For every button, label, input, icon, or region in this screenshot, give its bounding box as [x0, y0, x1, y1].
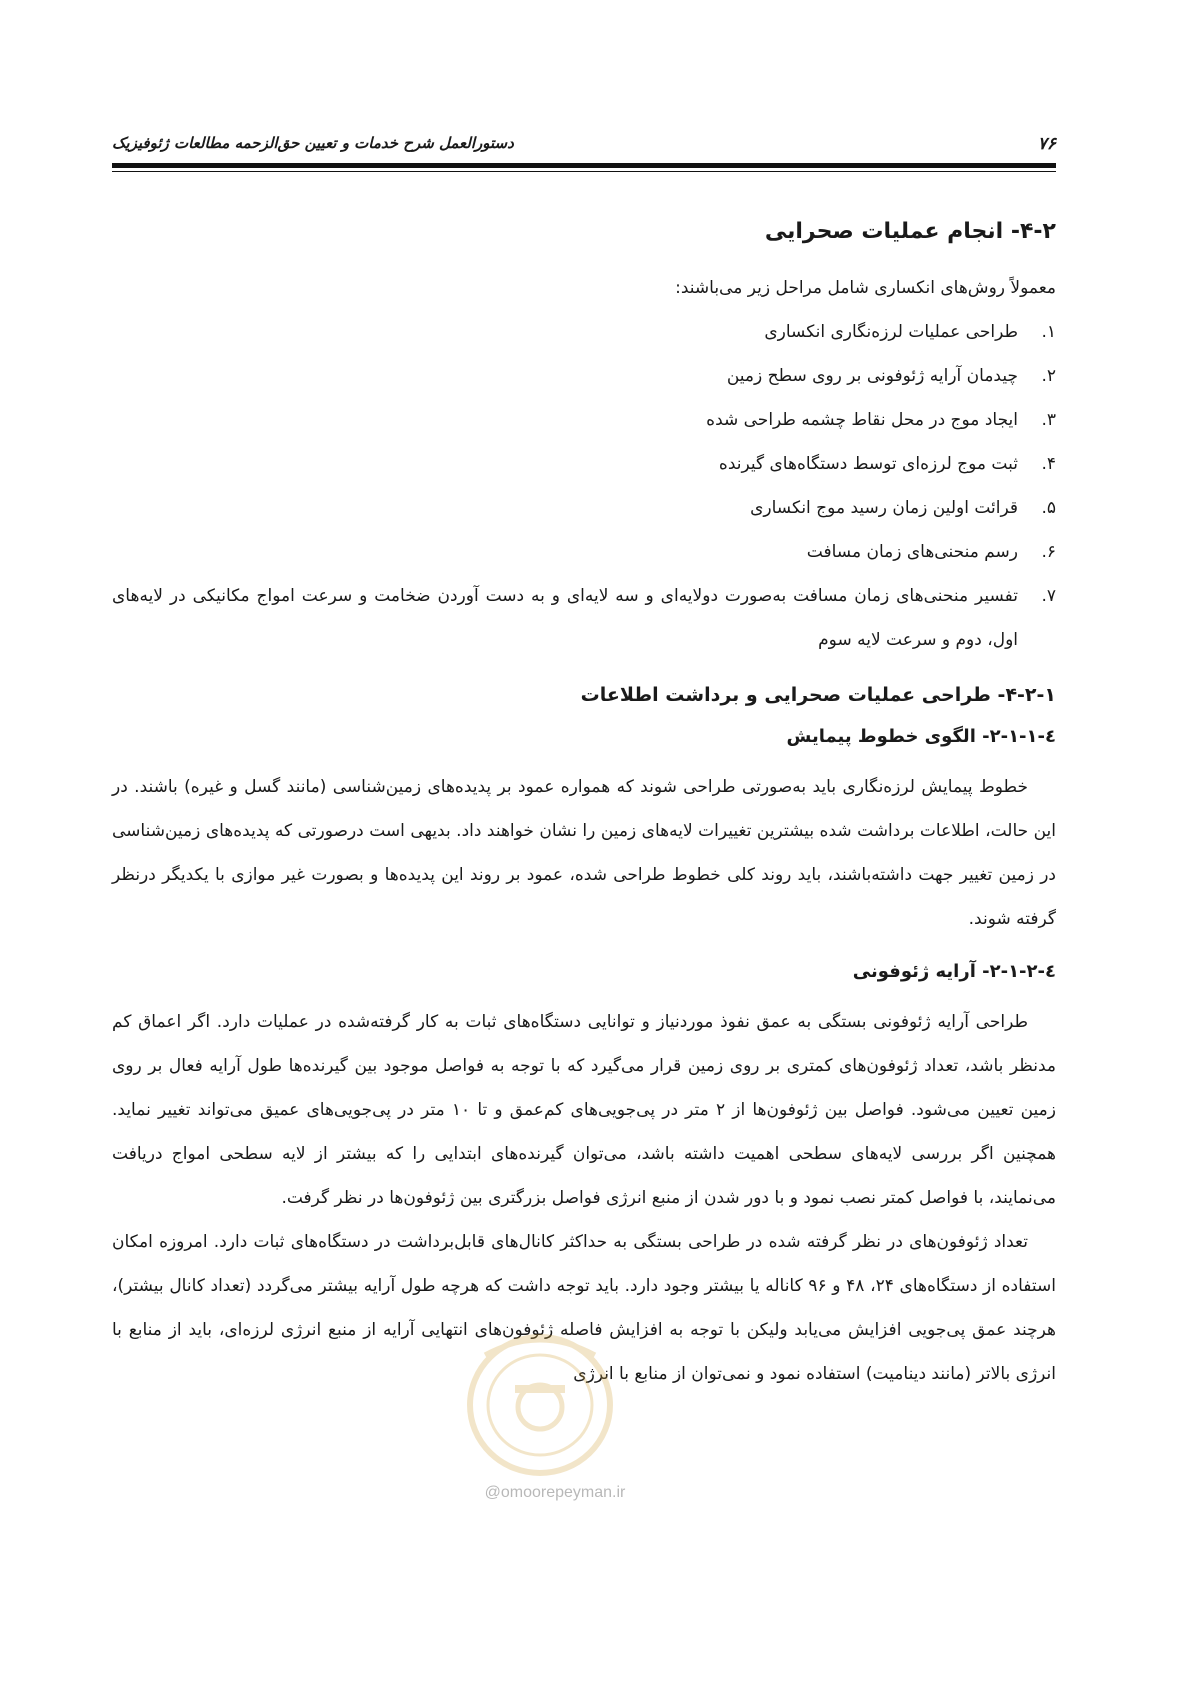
geophone-array-paragraph-1: طراحی آرایه ژئوفونی بستگی به عمق نفوذ موردنیاز و توانایی دستگاه‌های ثبات به کار گرفته‌شده در عملیات دارد. اگر اعماق کم مدنظر باشد، تعداد ژئوفون‌های کمتری بر روی زمین قرار می‌گیرد که با توجه به فواصل موجود بین گیرنده‌ها طول آرایه فعال بر روی زمین تعیین می‌شود. فواصل بین ژئوفون‌ها از ۲ متر در پی‌جویی‌های کم‌عمق و تا ۱۰ متر در پی‌جویی‌های عمیق می‌تواند تغییر نماید. همچنین اگر بررسی لایه‌های سطحی اهمیت داشته باشد، می‌توان گیرنده‌های ابتدایی را که بیشتر از لایه سطحی امواج دریافت می‌نمایند، با فواصل کمتر نصب نمود و با دور شدن از منبع انرژی فواصل بزرگتری بین ژئوفون‌ها در نظر گرفت. — [112, 1012, 1056, 1208]
page-body — [112, 205, 1056, 1396]
geophone-array-paragraph-2: تعداد ژئوفون‌های در نظر گرفته شده در طراحی بستگی به حداکثر کانال‌های قابل‌برداشت در دستگاه‌های ثبات دارد. امروزه امکان استفاده از دستگاه‌های ۲۴، ۴۸ و ۹۶ کاناله یا بیشتر وجود دارد. باید توجه داشت که هرچه طول آرایه بیشتر می‌گردد (تعداد کانال بیشتر)، هرچند عمق پی‌جویی افزایش می‌یابد ولیکن با توجه به افزایش فاصله ژئوفون‌های انتهایی آرایه از منبع انرژی لرزه‌ای، باید از منابع با انرژی بالاتر (مانند دینامیت) استفاده نمود و نمی‌توان از منابع با انرژی — [112, 1232, 1056, 1384]
running-title: دستورالعمل شرح خدمات و تعیین حق‌الزحمه مطالعات ژئوفیزیک — [112, 134, 514, 152]
list-item — [112, 354, 1056, 398]
list-item — [112, 310, 1056, 354]
list-item-text: ایجاد موج در محل نقاط چشمه طراحی شده — [706, 410, 1018, 430]
list-item-text: طراحی عملیات لرزه‌نگاری انکساری — [764, 322, 1018, 342]
page-number: ۷۶ — [1037, 134, 1056, 154]
list-item-number: ۷. — [1041, 586, 1056, 606]
survey-lines-paragraph: خطوط پیمایش لرزه‌نگاری باید به‌صورتی طراحی شوند که همواره عمود بر پدیده‌های زمین‌شناسی (مانند گسل و غیره) باشند. در این حالت، اطلاعات برداشت شده بیشترین تغییرات لایه‌های زمین را نشان خواهند داد. بدیهی است درصورتی که پدیده‌های زمین‌شناسی در زمین تغییر جهت داشته‌باشند، باید روند کلی خطوط طراحی شده، عمود بر روند این پدیده‌ها و بصورت غیر موازی با یکدیگر درنظر گرفته شوند. — [112, 777, 1056, 929]
list-item-number: ۶. — [1041, 542, 1056, 562]
watermark-text: @omoorepeyman.ir — [484, 1484, 626, 1501]
list-item-text: رسم منحنی‌های زمان مسافت — [806, 542, 1018, 562]
list-item-text: تفسیر منحنی‌های زمان مسافت به‌صورت دولایه‌ای و سه لایه‌ای و به دست آوردن ضخامت و سرعت امواج مکانیکی در لایه‌های اول، دوم و سرعت لایه سوم — [112, 586, 1018, 650]
section-intro: معمولاً روش‌های انکساری شامل مراحل زیر می‌باشند: — [675, 278, 1056, 298]
list-item-number: ۲. — [1041, 366, 1056, 386]
section-heading: ۴-۲- انجام عملیات صحرایی — [764, 219, 1056, 244]
geophone-array-heading: ٤-۲-۱-۲- آرایه ژئوفونی — [852, 961, 1056, 982]
list-item — [112, 486, 1056, 530]
list-item — [112, 530, 1056, 574]
subsection-heading: ۴-۲-۱- طراحی عملیات صحرایی و برداشت اطلاعات — [580, 684, 1056, 706]
list-item-text: قرائت اولین زمان رسید موج انکساری — [750, 498, 1018, 518]
survey-lines-heading: ٤-۲-۱-۱- الگوی خطوط پیمایش — [786, 726, 1056, 747]
page-header — [112, 126, 1056, 156]
steps-list — [112, 310, 1056, 662]
list-item-text: ثبت موج لرزه‌ای توسط دستگاه‌های گیرنده — [718, 454, 1018, 474]
list-item-number: ۱. — [1041, 322, 1056, 342]
list-item — [112, 398, 1056, 442]
list-item-number: ۳. — [1041, 410, 1056, 430]
list-item — [112, 442, 1056, 486]
header-rule-thin — [112, 171, 1056, 172]
watermark-logo-icon — [445, 1325, 635, 1480]
list-item-text: چیدمان آرایه ژئوفونی بر روی سطح زمین — [726, 366, 1018, 386]
list-item-number: ۴. — [1041, 454, 1056, 474]
header-rule-thick — [112, 163, 1056, 168]
list-item-number: ۵. — [1041, 498, 1056, 518]
list-item — [112, 574, 1056, 662]
